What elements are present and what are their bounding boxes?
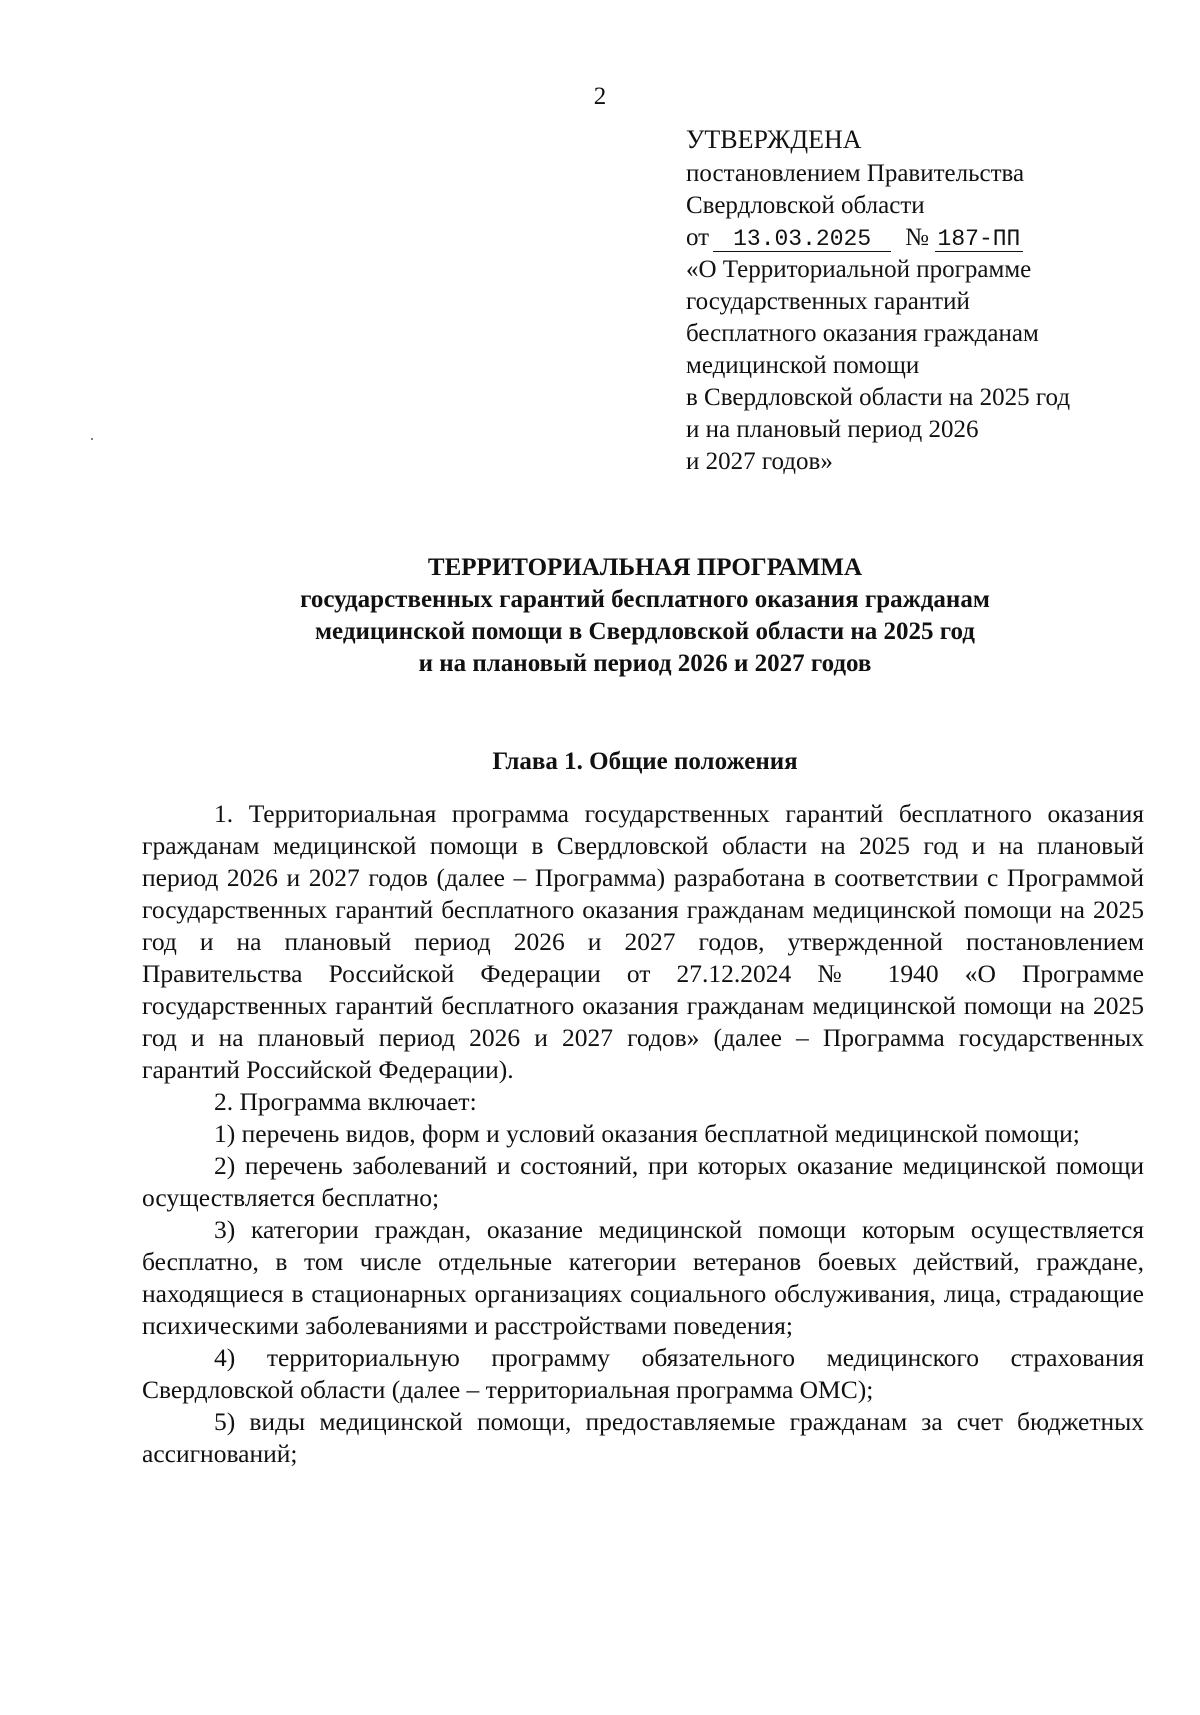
approval-date-number-line	[686, 222, 1176, 254]
approval-subject-line: государственных гарантий	[686, 288, 970, 315]
title-line: медицинской помощи в Свердловской области на 2025 год	[315, 618, 975, 645]
page-number: 2	[593, 83, 607, 110]
document-title	[0, 552, 1200, 680]
approval-subject-line: «О Территориальной программе	[686, 256, 1032, 283]
approval-line-1: постановлением Правительства	[686, 160, 1025, 187]
title-line: ТЕРРИТОРИАЛЬНАЯ ПРОГРАММА	[427, 554, 863, 581]
approval-heading: УТВЕРЖДЕНА	[686, 125, 862, 154]
date-prefix: от	[686, 224, 710, 251]
approval-subject-line: в Свердловской области на 2025 год	[686, 384, 1071, 411]
title-line: государственных гарантий бесплатного оказания гражданам	[300, 586, 990, 613]
document-body	[142, 798, 1144, 1470]
number-sign: №	[905, 224, 929, 251]
title-line: и на плановый период 2026 и 2027 годов	[418, 650, 872, 677]
decree-number: 187-ПП	[935, 227, 1023, 252]
approval-subject-line: бесплатного оказания гражданам	[686, 320, 1039, 347]
list-item: 4) территориальную программу обязательного медицинского страхования Свердловской области (далее – территориальная программа ОМС);	[142, 1343, 1144, 1404]
list-item: 2) перечень заболеваний и состояний, при которых оказание медицинской помощи осуществляется бесплатно;	[142, 1151, 1144, 1212]
paragraph: 2. Программа включает:	[214, 1087, 477, 1116]
scan-speck	[91, 438, 93, 440]
list-item: 1) перечень видов, форм и условий оказания бесплатной медицинской помощи;	[214, 1119, 1080, 1148]
paragraph: 1. Территориальная программа государственных гарантий бесплатного оказания гражданам медицинской помощи в Свердловской области на 2025 год и на плановый период 2026 и 2027 годов (далее – Программа) разработана в соответствии с Программой государственных гарантий бесплатного оказания гражданам медицинской помощи на 2025 год и на плановый период 2026 и 2027 годов, утвержденной постановлением Правительства Российской Федерации от 27.12.2024 № 1940 «О Программе государственных гарантий бесплатного оказания гражданам медицинской помощи на 2025 год и на плановый период 2026 и 2027 годов» (далее – Программа государственных гарантий Российской Федерации).	[142, 799, 1144, 1084]
approval-subject-line: и 2027 годов»	[686, 448, 833, 475]
approval-subject-line: и на плановый период 2026	[686, 416, 979, 443]
decree-date: 13.03.2025	[713, 227, 891, 252]
approval-subject-line: медицинской помощи	[686, 352, 920, 379]
list-item: 5) виды медицинской помощи, предоставляемые гражданам за счет бюджетных ассигнований;	[142, 1407, 1144, 1468]
approval-stamp-block	[686, 124, 1176, 478]
chapter-heading: Глава 1. Общие положения	[492, 748, 798, 775]
approval-line-2: Свердловской области	[686, 192, 925, 219]
list-item: 3) категории граждан, оказание медицинской помощи которым осуществляется бесплатно, в том числе отдельные категории ветеранов боевых действий, граждане, находящиеся в стационарных организациях социального обслуживания, лица, страдающие психическими заболеваниями и расстройствами поведения;	[142, 1215, 1144, 1340]
